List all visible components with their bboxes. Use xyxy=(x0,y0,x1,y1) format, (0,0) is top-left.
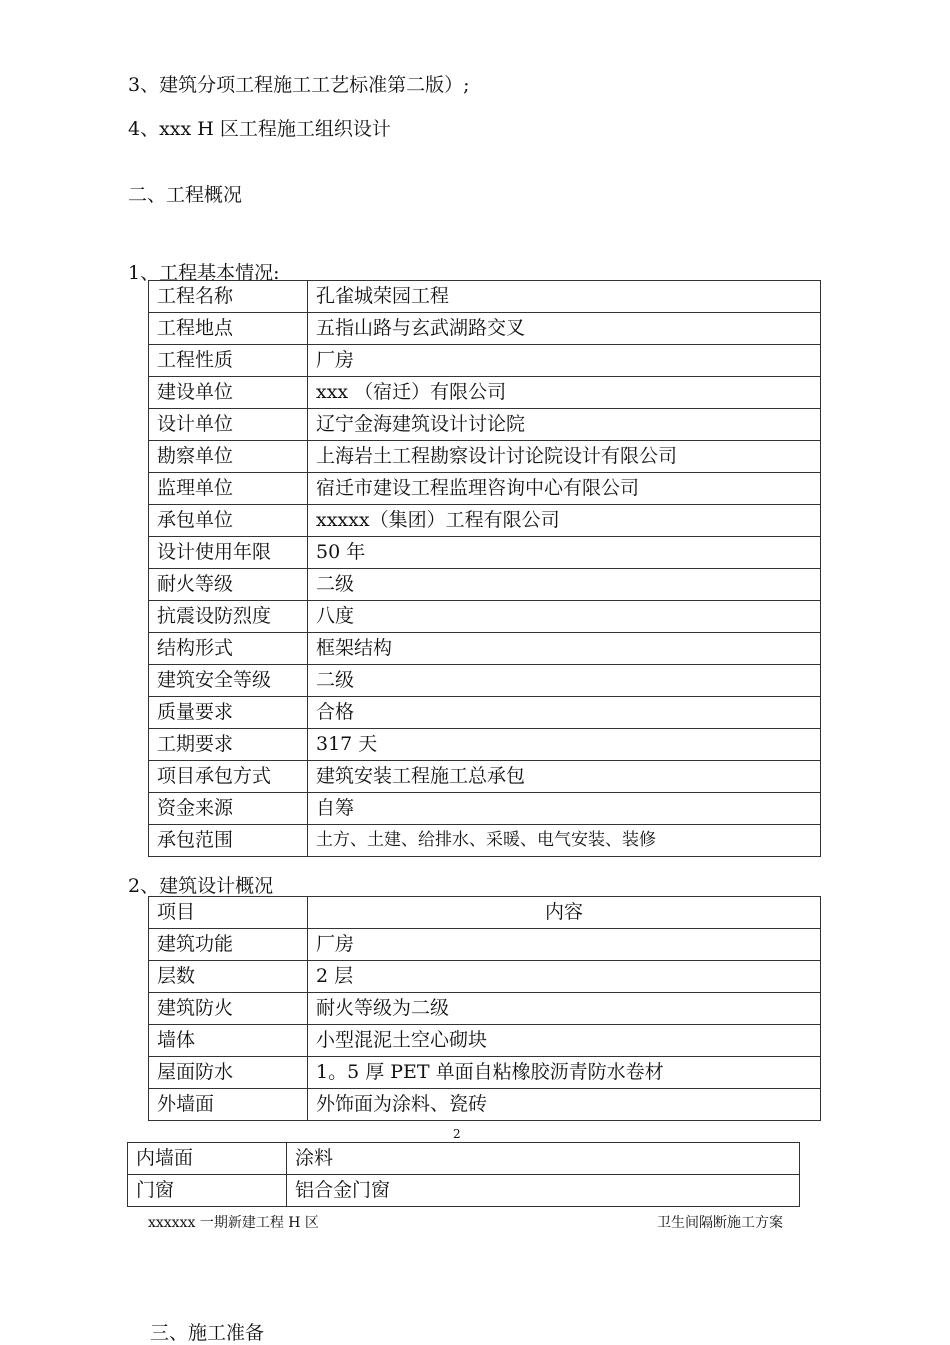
table-row xyxy=(149,313,821,345)
table-row xyxy=(149,1089,821,1121)
row-label: 工期要求 xyxy=(149,729,308,761)
table-row xyxy=(149,345,821,377)
table-row xyxy=(149,1025,821,1057)
table-row xyxy=(149,729,821,761)
row-value: 317 天 xyxy=(308,729,821,761)
row-label: 承包单位 xyxy=(149,505,308,537)
reference-item: 4、xxx H 区工程施工组织设计 xyxy=(128,118,391,140)
row-label: 设计使用年限 xyxy=(149,537,308,569)
row-label: 质量要求 xyxy=(149,697,308,729)
row-label: 设计单位 xyxy=(149,409,308,441)
row-label: 承包范围 xyxy=(149,825,308,857)
table-row xyxy=(149,633,821,665)
row-value: 孔雀城荣园工程 xyxy=(308,281,821,313)
row-label: 工程名称 xyxy=(149,281,308,313)
page-number: 2 xyxy=(453,1127,461,1141)
row-value: 涂料 xyxy=(287,1143,800,1175)
design-overview-table xyxy=(148,896,821,1121)
row-value: 二级 xyxy=(308,665,821,697)
row-label: 结构形式 xyxy=(149,633,308,665)
section-title: 三、施工准备 xyxy=(150,1322,265,1344)
row-value: 厂房 xyxy=(308,929,821,961)
row-value: xxx （宿迁）有限公司 xyxy=(308,377,821,409)
row-label: 工程性质 xyxy=(149,345,308,377)
row-label: 抗震设防烈度 xyxy=(149,601,308,633)
table-row xyxy=(149,793,821,825)
row-value: 厂房 xyxy=(308,345,821,377)
table-row xyxy=(149,281,821,313)
table-row xyxy=(149,409,821,441)
row-label: 屋面防水 xyxy=(149,1057,308,1089)
row-label: 门窗 xyxy=(128,1175,287,1207)
table-row xyxy=(149,761,821,793)
row-label: 内墙面 xyxy=(128,1143,287,1175)
header-cell: 内容 xyxy=(308,897,821,929)
row-value: 建筑安装工程施工总承包 xyxy=(308,761,821,793)
table-row xyxy=(149,1057,821,1089)
row-value: 耐火等级为二级 xyxy=(308,993,821,1025)
row-value: 上海岩土工程勘察设计讨论院设计有限公司 xyxy=(308,441,821,473)
subsection-title: 1、工程基本情况: xyxy=(128,262,280,284)
row-value: 自筹 xyxy=(308,793,821,825)
table-row xyxy=(149,929,821,961)
row-label: 工程地点 xyxy=(149,313,308,345)
row-value: 二级 xyxy=(308,569,821,601)
row-value: 2 层 xyxy=(308,961,821,993)
basic-info-table xyxy=(148,280,821,857)
table-row xyxy=(149,601,821,633)
table-header-row xyxy=(149,897,821,929)
row-label: 建筑安全等级 xyxy=(149,665,308,697)
row-value: 辽宁金海建筑设计讨论院 xyxy=(308,409,821,441)
table-row xyxy=(149,825,821,857)
row-label: 项目承包方式 xyxy=(149,761,308,793)
reference-item: 3、建筑分项工程施工工艺标准第二版）; xyxy=(128,74,470,96)
row-label: 监理单位 xyxy=(149,473,308,505)
row-value: 合格 xyxy=(308,697,821,729)
row-label: 层数 xyxy=(149,961,308,993)
row-label: 勘察单位 xyxy=(149,441,308,473)
table-row xyxy=(149,505,821,537)
footer-left: xxxxxx 一期新建工程 H 区 xyxy=(148,1215,319,1231)
row-label: 耐火等级 xyxy=(149,569,308,601)
row-value: 小型混泥土空心砌块 xyxy=(308,1025,821,1057)
row-value: xxxxx（集团）工程有限公司 xyxy=(308,505,821,537)
row-value: 宿迁市建设工程监理咨询中心有限公司 xyxy=(308,473,821,505)
header-cell: 项目 xyxy=(149,897,308,929)
table-row xyxy=(149,665,821,697)
table-row xyxy=(149,697,821,729)
row-value: 铝合金门窗 xyxy=(287,1175,800,1207)
row-value: 八度 xyxy=(308,601,821,633)
row-label: 外墙面 xyxy=(149,1089,308,1121)
footer-right: 卫生间隔断施工方案 xyxy=(657,1215,783,1231)
table-row xyxy=(149,993,821,1025)
row-value: 土方、土建、给排水、采暖、电气安装、装修 xyxy=(308,825,821,857)
row-value: 框架结构 xyxy=(308,633,821,665)
table-row xyxy=(149,441,821,473)
table-row xyxy=(128,1143,800,1175)
row-label: 建筑防火 xyxy=(149,993,308,1025)
row-value: 五指山路与玄武湖路交叉 xyxy=(308,313,821,345)
row-value: 50 年 xyxy=(308,537,821,569)
row-value: 外饰面为涂料、瓷砖 xyxy=(308,1089,821,1121)
row-value: 1。5 厚 PET 单面自粘橡胶沥青防水卷材 xyxy=(308,1057,821,1089)
row-label: 建筑功能 xyxy=(149,929,308,961)
subsection-title: 2、建筑设计概况 xyxy=(128,875,274,897)
table-row xyxy=(149,537,821,569)
table-row xyxy=(149,377,821,409)
row-label: 墙体 xyxy=(149,1025,308,1057)
table-row xyxy=(149,961,821,993)
table-row xyxy=(149,569,821,601)
table-row xyxy=(149,473,821,505)
design-overview-table-continued xyxy=(127,1142,800,1207)
row-label: 资金来源 xyxy=(149,793,308,825)
row-label: 建设单位 xyxy=(149,377,308,409)
section-title: 二、工程概况 xyxy=(128,184,243,206)
table-row xyxy=(128,1175,800,1207)
